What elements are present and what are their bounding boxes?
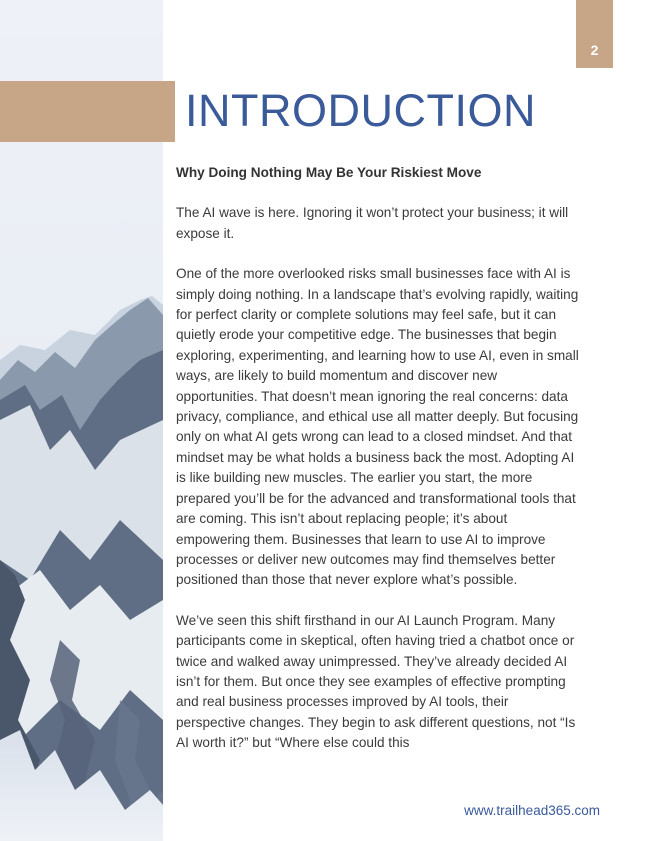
page-number: 2 xyxy=(590,42,599,58)
section-subtitle: Why Doing Nothing May Be Your Riskiest Move xyxy=(176,165,482,180)
main-content xyxy=(176,163,581,774)
footer-url: www.trailhead365.com xyxy=(464,803,600,818)
page-number-tab xyxy=(576,0,613,68)
paragraph-2: One of the more overlooked risks small businesses face with AI is simply doing nothing. In a landscape that’s evolving rapidly, waiting for perfect clarity or complete solutions may feel safe, but it can quietly erode your competitive edge. The businesses that begin exploring, experimenting, and learning how to use AI, even in small ways, are likely to build momentum and discover new opportunities. That doesn’t mean ignoring the real concerns: data privacy, compliance, and ethical use all matter deeply. But focusing only on what AI gets wrong can lead to a closed mindset. And that mindset may be what holds a business back the most. Adopting AI is like building new muscles. The earlier you start, the more prepared you’ll be for the advanced and transformational tools that are coming. This isn’t about replacing people; it’s about empowering them. Businesses that learn to use AI to improve processes or deliver new outcomes may find themselves better positioned than those that never explore what’s possible. xyxy=(176,266,579,588)
title-accent-band xyxy=(0,81,175,142)
paragraph-3: We’ve seen this shift firsthand in our AI Launch Program. Many participants come in skeptical, often having tried a chatbot once or twice and walked away unimpressed. They’ve already decided AI isn’t for them. But once they see examples of effective prompting and real business processes improved by AI tools, their perspective changes. They begin to ask different questions, not “Is AI worth it?” but “Where else could this xyxy=(176,612,576,751)
paragraph-1: The AI wave is here. Ignoring it won’t protect your business; it will expose it. xyxy=(176,205,569,241)
page-title: INTRODUCTION xyxy=(185,85,536,136)
